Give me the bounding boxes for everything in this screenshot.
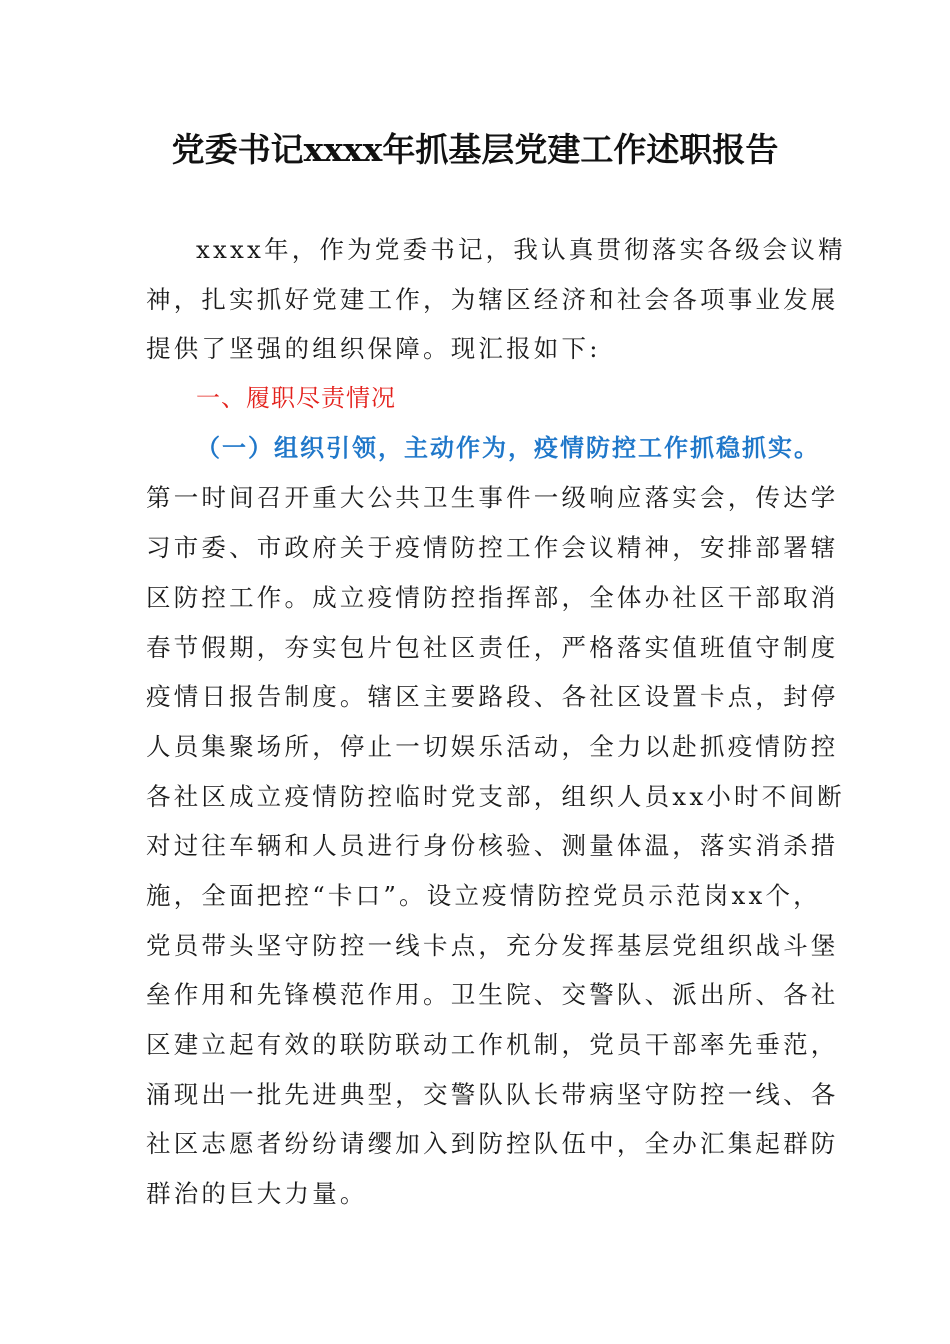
body-line: 习市委、市政府关于疫情防控工作会议精神，安排部署辖 <box>146 533 839 563</box>
body-line: 垒作用和先锋模范作用。卫生院、交警队、派出所、各社 <box>146 980 839 1010</box>
document-body <box>146 225 846 1219</box>
section-heading: 一、履职尽责情况 <box>196 384 396 413</box>
body-line: 各社区成立疫情防控临时党支部，组织人员xx小时不间断 <box>146 781 845 811</box>
body-line: 涌现出一批先进典型，交警队队长带病坚守防控一线、各 <box>146 1079 839 1109</box>
subsection-heading: （一）组织引领，主动作为，疫情防控工作抓稳抓实。 <box>196 433 820 462</box>
body-line: 区防控工作。成立疫情防控指挥部，全体办社区干部取消 <box>146 582 839 612</box>
body-line: 春节假期，夯实包片包社区责任，严格落实值班值守制度 <box>146 632 839 662</box>
body-line: 第一时间召开重大公共卫生事件一级响应落实会，传达学 <box>146 483 839 513</box>
body-line: 人员集聚场所，停止一切娱乐活动，全力以赴抓疫情防控 <box>146 731 839 761</box>
document-title: 党委书记xxxx年抓基层党建工作述职报告 <box>171 130 779 169</box>
body-line: 区建立起有效的联防联动工作机制，党员干部率先垂范， <box>146 1030 839 1059</box>
intro-line: xxxx年，作为党委书记，我认真贯彻落实各级会议精 <box>196 235 846 264</box>
body-line: 社区志愿者纷纷请缨加入到防控队伍中，全办汇集起群防 <box>146 1129 839 1159</box>
intro-line: 提供了坚强的组织保障。现汇报如下: <box>146 334 601 364</box>
body-line: 党员带头坚守防控一线卡点，充分发挥基层党组织战斗堡 <box>146 930 839 960</box>
body-line: 群治的巨大力量。 <box>146 1179 368 1209</box>
body-line: 施，全面把控“卡口”。设立疫情防控党员示范岗xx个， <box>146 880 821 910</box>
intro-line: 神，扎实抓好党建工作，为辖区经济和社会各项事业发展 <box>146 284 839 314</box>
body-line: 疫情日报告制度。辖区主要路段、各社区设置卡点，封停 <box>146 682 839 712</box>
body-line: 对过往车辆和人员进行身份核验、测量体温，落实消杀措 <box>146 831 839 861</box>
